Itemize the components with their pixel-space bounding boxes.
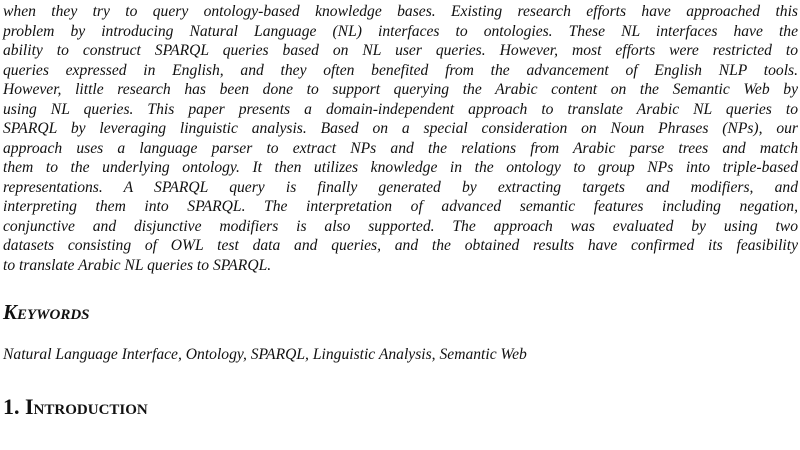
abstract-line: SPARQL by leveraging linguistic analysis. Based on a special consideration on Noun Phrases (NPs), our bbox=[3, 120, 798, 137]
abstract-line: approach uses a language parser to extract NPs and the relations from Arabic parse trees and match bbox=[3, 139, 798, 157]
abstract-line: queries expressed in English, and they often benefited from the advancement of English NLP tools. bbox=[3, 61, 798, 79]
keywords-list: Natural Language Interface, Ontology, SPARQL, Linguistic Analysis, Semantic Web bbox=[3, 346, 527, 363]
abstract-line: datasets consisting of OWL test data and queries, and the obtained results have confirmed its feasibility bbox=[3, 237, 798, 254]
abstract-line: However, little research has been done to support querying the Arabic content on the Semantic Web by bbox=[3, 81, 798, 98]
abstract-line: representations. A SPARQL query is finally generated by extracting targets and modifiers, and bbox=[3, 178, 798, 196]
abstract-line: using NL queries. This paper presents a domain-independent approach to translate Arabic NL queries to bbox=[3, 100, 798, 118]
abstract-line: to translate Arabic NL queries to SPARQL. bbox=[3, 256, 272, 274]
abstract-line: problem by introducing Natural Language (NL) interfaces to ontologies. These NL interfaces have the bbox=[3, 22, 798, 40]
abstract-line: conjunctive and disjunctive modifiers is also supported. The approach was evaluated by using two bbox=[3, 217, 798, 235]
abstract-line: ability to construct SPARQL queries based on NL user queries. However, most efforts were restricted to bbox=[3, 42, 798, 59]
abstract-line: interpreting them into SPARQL. The interpretation of advanced semantic features including negation, bbox=[3, 198, 798, 215]
abstract-line: when they try to query ontology-based knowledge bases. Existing research efforts have approached this bbox=[3, 3, 798, 20]
keywords-heading: Keywords bbox=[3, 300, 90, 324]
section-heading-introduction: 1. Introduction bbox=[3, 394, 148, 419]
abstract-line: them to the underlying ontology. It then utilizes knowledge in the ontology to group NPs into triple-based bbox=[3, 159, 798, 176]
